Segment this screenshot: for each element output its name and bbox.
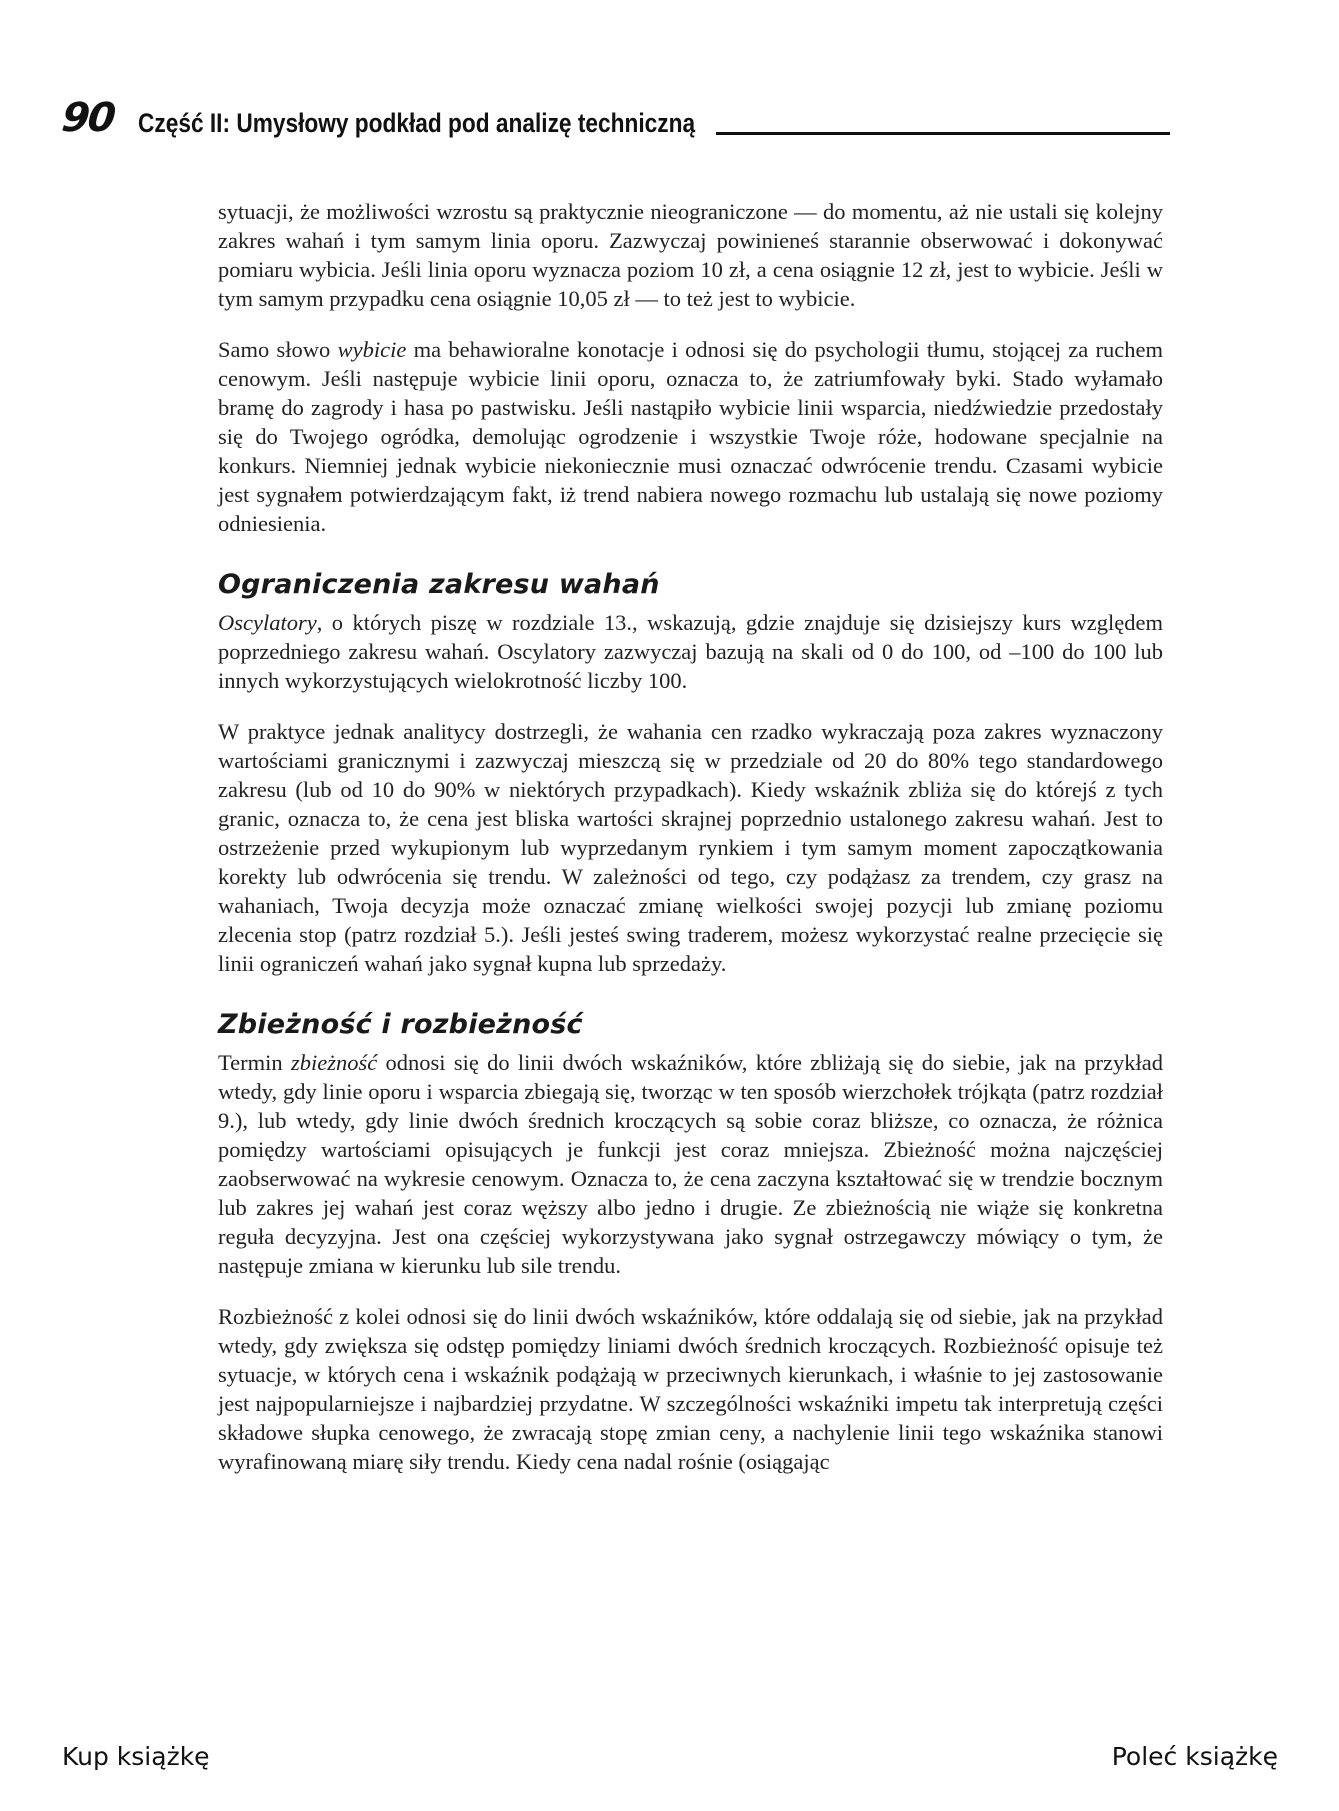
- paragraph-1: sytuacji, że możliwości wzrostu są praktycznie nieograniczone — do momentu, aż nie ustali się kolejny zakres wahań i tym samym linia oporu. Zazwyczaj powinieneś starannie obserwować i dokonywać pomiaru wybicia. Jeśli linia oporu wyznacza poziom 10 zł, a cena osiągnie 12 zł, jest to wybicie. Jeśli w tym samym przypadku cena osiągnie 10,05 zł — to też jest to wybicie.: [218, 199, 1163, 311]
- paragraph-2-text-end: ma behawioralne konotacje i odnosi się do psychologii tłumu, stojącej za ruchem cenowym. Jeśli następuje wybicie linii oporu, oznacza to, że zatriumfowały byki. Stado wyłamało bramę do zagrody i hasa po pastwisku. Jeśli nastąpiło wybicie linii wsparcia, niedźwiedzie przedostały się do Twojego ogródka, demolując ogrodzenie i wszystkie Twoje róże, hodowane specjalnie na konkurs. Niemniej jednak wybicie niekoniecznie musi oznaczać odwrócenie trendu. Czasami wybicie jest sygnałem potwierdzającym fakt, iż trend nabiera nowego rozmachu lub ustalają się nowe poziomy odniesienia.: [218, 337, 1163, 536]
- term-zbieznosc: zbieżność: [290, 1050, 378, 1075]
- paragraph-2-text-start: Samo słowo: [218, 337, 338, 362]
- paragraph-2: [218, 335, 1163, 538]
- page-number: 90: [59, 95, 117, 141]
- paragraph-3: [218, 608, 1163, 695]
- paragraph-3-text: , o których piszę w rozdziale 13., wskazują, gdzie znajduje się dzisiejszy kurs względem poprzedniego zakresu wahań. Oscylatory zazwyczaj bazują na skali od 0 do 100, od –100 do 100 lub innych wykorzystujących wielokrotność liczby 100.: [218, 610, 1163, 693]
- paragraph-5-text-end: odnosi się do linii dwóch wskaźników, które zbliżają się do siebie, jak na przykład wtedy, gdy linie oporu i wsparcia zbiegają się, tworząc w ten sposób wierzchołek trójkąta (patrz rozdział 9.), lub wtedy, gdy linie dwóch średnich kroczących są sobie coraz bliższe, co oznacza, że różnica pomiędzy wartościami opisujących je funkcji jest coraz mniejsza. Zbieżność można najczęściej zaobserwować na wykresie cenowym. Oznacza to, że cena zaczyna kształtować się w trendzie bocznym lub zakres jej wahań jest coraz węższy albo jedno i drugie. Ze zbieżnością nie wiąże się konkretna reguła decyzyjna. Jest ona częściej wykorzystywana jako sygnał ostrzegawczy mówiący o tym, że następuje zmiana w kierunku lub sile trendu.: [218, 1050, 1164, 1278]
- recommend-book-link[interactable]: Poleć książkę: [1111, 1742, 1278, 1771]
- paragraph-5-text-start: Termin: [218, 1050, 291, 1075]
- running-head: [59, 95, 1170, 141]
- paragraph-6: Rozbieżność z kolei odnosi się do linii dwóch wskaźników, które oddalają się od siebie, jak na przykład wtedy, gdy zwiększa się odstęp pomiędzy liniami dwóch średnich kroczących. Rozbieżność opisuje też sytuacje, w których cena i wskaźnik podążają w przeciwnych kierunkach, i właśnie to jej zastosowanie jest najpopularniejsze i najbardziej przydatne. W szczególności wskaźniki impetu tak interpretują części składowe słupka cenowego, że zwracają stopę zmian ceny, a nachylenie linii tego wskaźnika stanowi wyrafinowaną miarę siły trendu. Kiedy cena nadal rośnie (osiągając: [218, 1304, 1163, 1474]
- page-body: [218, 197, 1163, 1498]
- paragraph-4: W praktyce jednak analitycy dostrzegli, że wahania cen rzadko wykraczają poza zakres wyznaczony wartościami granicznymi i zazwyczaj mieszczą się w przedziale od 20 do 80% tego standardowego zakresu (lub od 10 do 90% w niektórych przypadkach). Kiedy wskaźnik zbliża się do którejś z tych granic, oznacza to, że cena jest bliska wartości skrajnej poprzednio ustalonego zakresu wahań. Jest to ostrzeżenie przed wykupionym lub wyprzedanym rynkiem i tym samym moment zapoczątkowania korekty lub odwrócenia się trendu. W zależności od tego, czy podążasz za trendem, czy grasz na wahaniach, Twoja decyzja może oznaczać zmianę wielkości swojej pozycji lub zmianę poziomu zlecenia stop (patrz rozdział 5.). Jeśli jesteś swing traderem, możesz wykorzystać realne przecięcie się linii ograniczeń wahań jako sygnał kupna lub sprzedaży.: [218, 719, 1163, 976]
- running-title: Część II: Umysłowy podkład pod analizę techniczną: [137, 108, 695, 138]
- section-heading-ograniczenia: Ograniczenia zakresu wahań: [218, 569, 660, 600]
- buy-book-link[interactable]: Kup książkę: [62, 1742, 210, 1771]
- section-heading-zbieznosc: Zbieżność i rozbieżność: [218, 1009, 583, 1040]
- term-wybicie: wybicie: [337, 337, 407, 362]
- footer: [62, 1742, 1278, 1771]
- header-rule: [716, 132, 1170, 135]
- paragraph-5: [218, 1048, 1163, 1280]
- term-oscylatory: Oscylatory: [218, 610, 317, 635]
